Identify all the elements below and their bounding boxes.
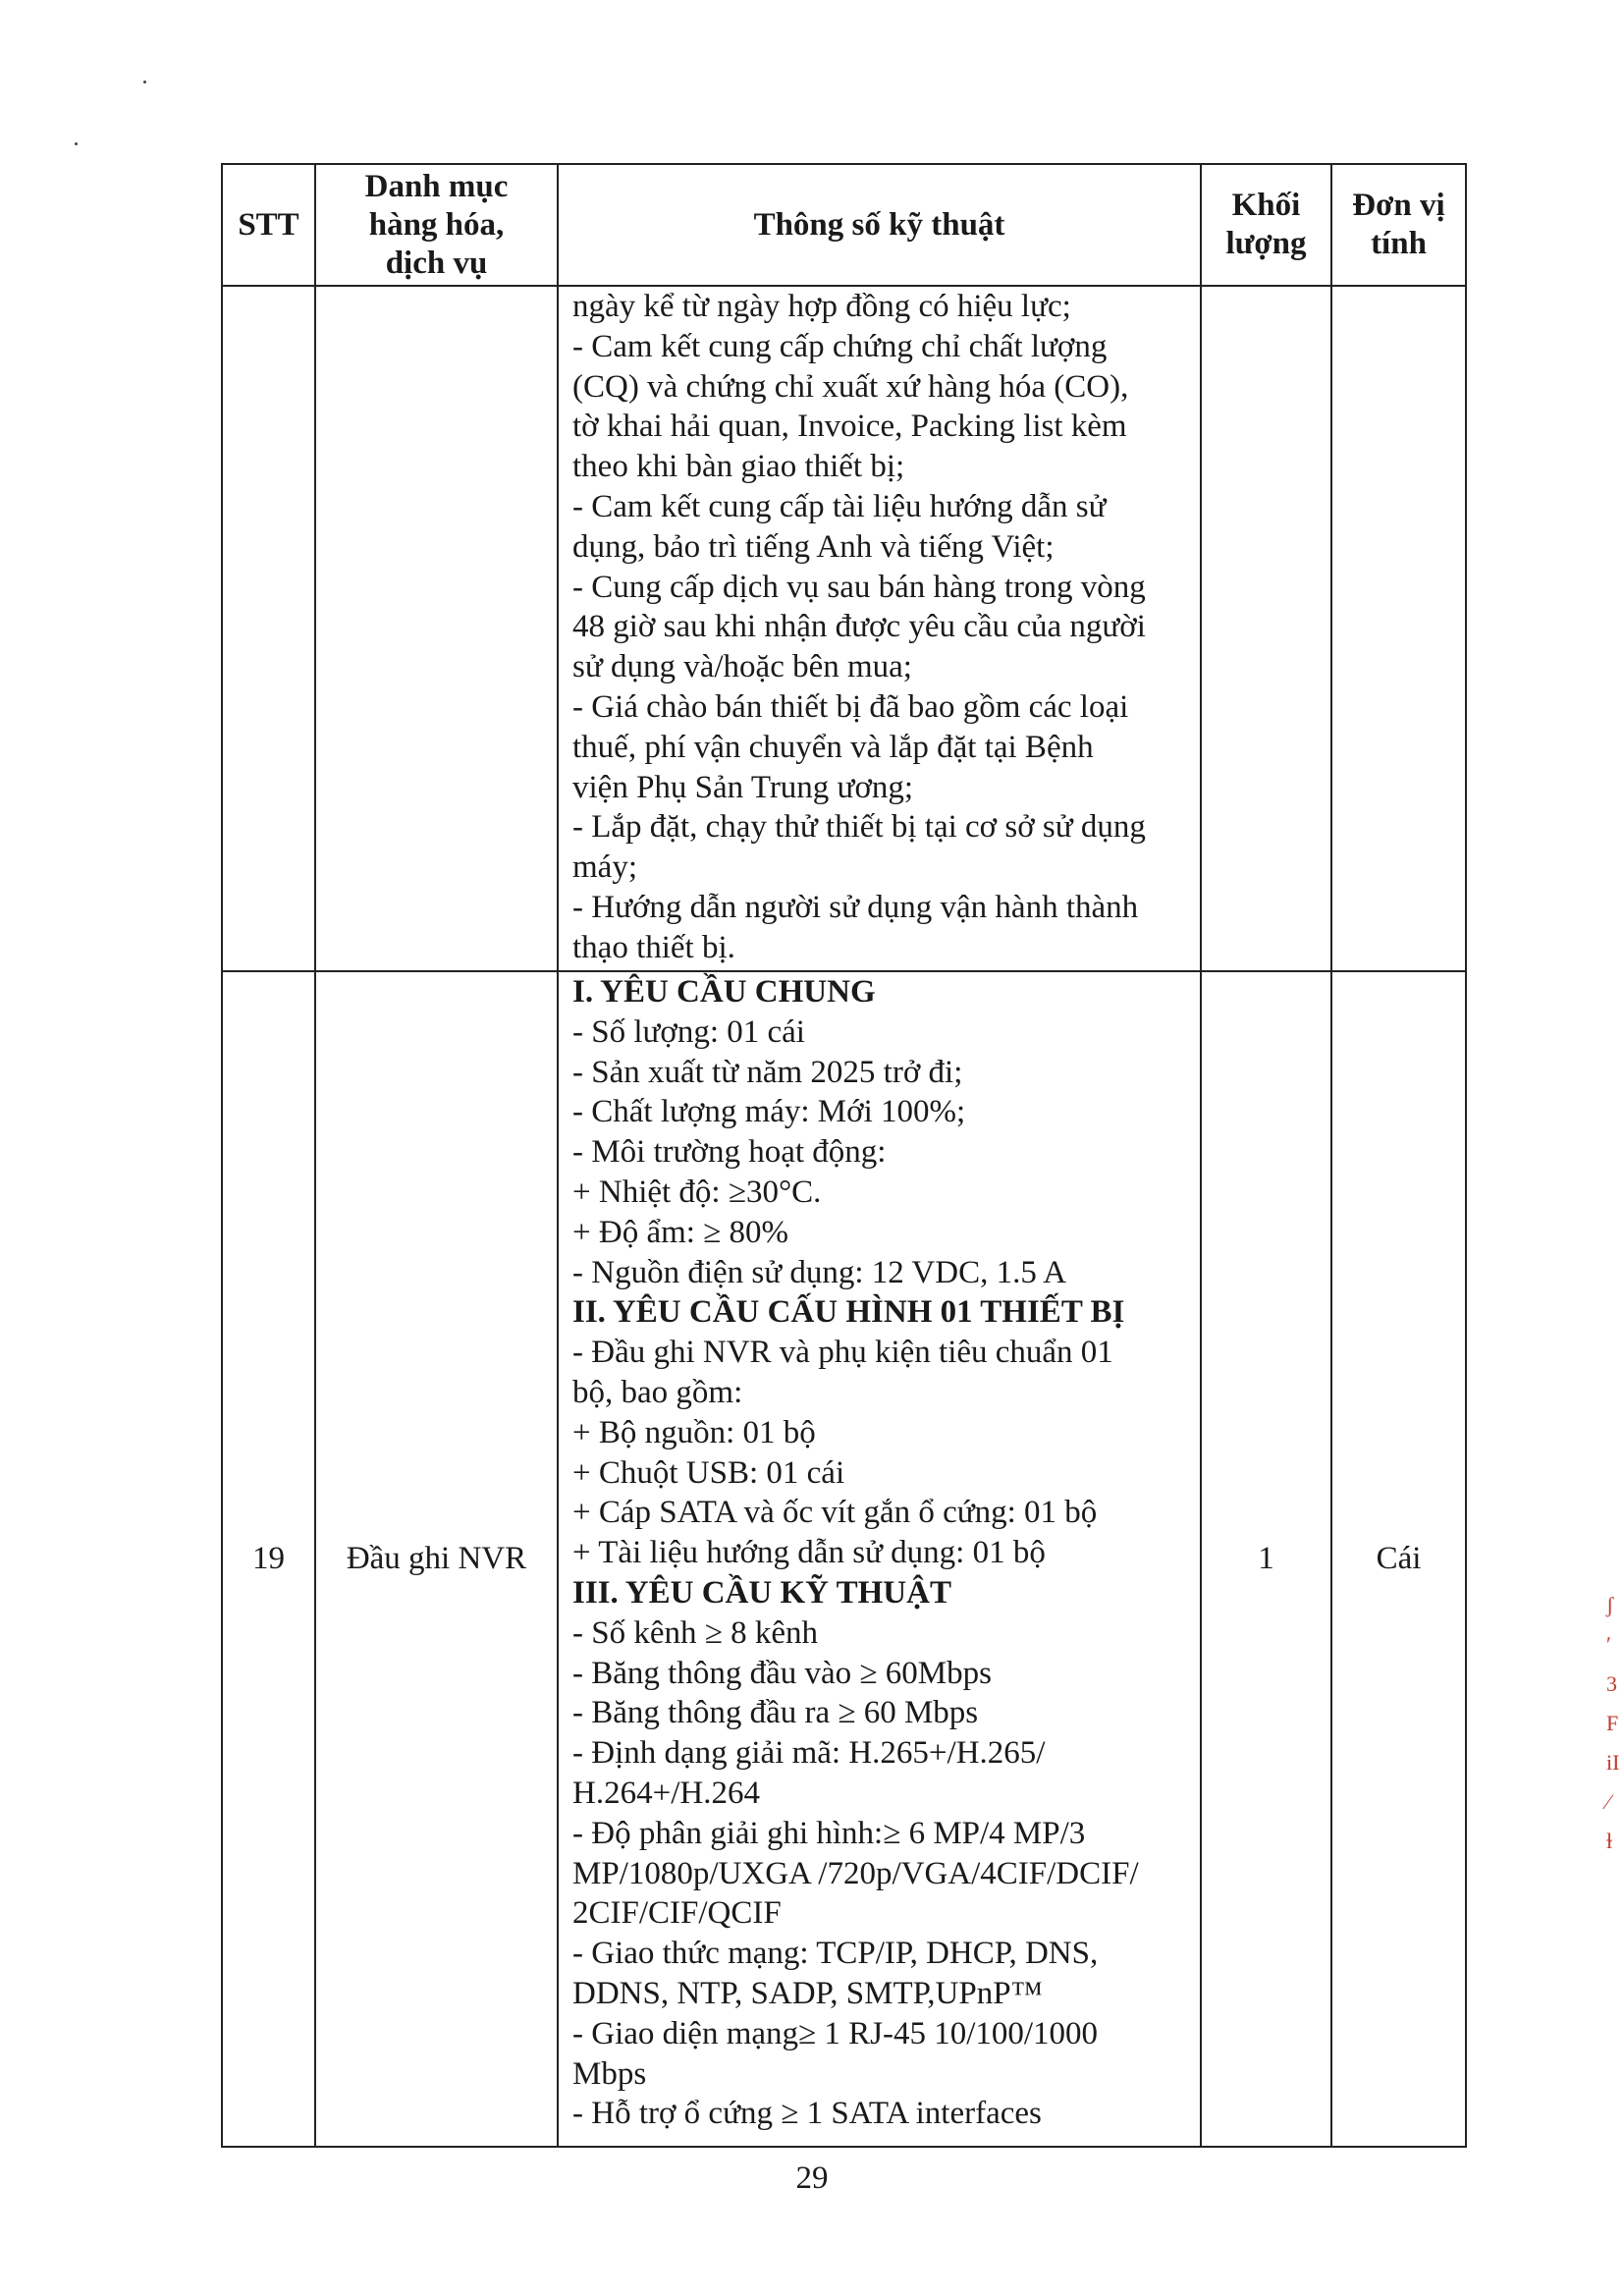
spec-line: Mbps	[572, 2055, 647, 2092]
spec-line: - Sản xuất từ năm 2025 trở đi;	[572, 1054, 963, 1090]
spec-line: - Cam kết cung cấp chứng chỉ chất lượng	[572, 328, 1108, 364]
cell-spec	[558, 286, 1201, 971]
spec-line: thạo thiết bị.	[572, 929, 735, 965]
spec-line: - Hướng dẫn người sử dụng vận hành thành	[572, 889, 1139, 925]
cell-quantity	[1201, 286, 1331, 971]
spec-line: sử dụng và/hoặc bên mua;	[572, 649, 912, 685]
spec-table	[221, 163, 1467, 2148]
spec-line: bộ, bao gồm:	[572, 1374, 743, 1410]
spec-line: + Cáp SATA và ốc vít gắn ổ cứng: 01 bộ	[572, 1495, 1098, 1531]
header-quantity-line: lượng	[1225, 226, 1307, 261]
stamp-mark: ɫ	[1606, 1829, 1613, 1853]
spec-line: - Giao thức mạng: TCP/IP, DHCP, DNS,	[572, 1936, 1099, 1972]
spec-line: DDNS, NTP, SADP, SMTP,UPnP™	[572, 1975, 1043, 2011]
table-row	[222, 971, 1466, 2147]
header-stt: STT	[222, 164, 315, 286]
spec-section-heading: II. YÊU CẦU CẤU HÌNH 01 THIẾT BỊ	[572, 1294, 1125, 1331]
cell-item-name	[315, 286, 558, 971]
cell-quantity: 1	[1201, 971, 1331, 2147]
stamp-mark: 3	[1606, 1671, 1617, 1696]
spec-line: - Cung cấp dịch vụ sau bán hàng trong vòng	[572, 569, 1146, 605]
stamp-edge-fragment	[1606, 1586, 1624, 1861]
spec-line: - Cam kết cung cấp tài liệu hướng dẫn sử	[572, 488, 1107, 524]
cell-stt: 19	[222, 971, 315, 2147]
header-item-name-line: dịch vụ	[385, 245, 488, 281]
spec-line: - Băng thông đầu vào ≥ 60Mbps	[572, 1655, 992, 1691]
spec-line: - Băng thông đầu ra ≥ 60 Mbps	[572, 1695, 979, 1731]
stamp-mark: ʹ	[1606, 1632, 1611, 1657]
spec-section-heading: I. YÊU CẦU CHUNG	[572, 974, 876, 1010]
spec-line: - Đầu ghi NVR và phụ kiện tiêu chuẩn 01	[572, 1335, 1113, 1371]
spec-line: thuế, phí vận chuyển và lắp đặt tại Bệnh	[572, 729, 1094, 765]
spec-line: máy;	[572, 849, 637, 886]
spec-line: MP/1080p/UXGA /720p/VGA/4CIF/DCIF/	[572, 1855, 1139, 1891]
spec-line: + Tài liệu hướng dẫn sử dụng: 01 bộ	[572, 1535, 1046, 1571]
header-item-name-line: hàng hóa,	[368, 206, 505, 243]
spec-line: viện Phụ Sản Trung ương;	[572, 769, 914, 805]
stamp-mark: iI	[1606, 1750, 1620, 1775]
spec-line: - Chất lượng máy: Mới 100%;	[572, 1094, 966, 1130]
table-row	[222, 286, 1466, 971]
spec-line: - Lắp đặt, chạy thử thiết bị tại cơ sở sử dụng	[572, 809, 1146, 846]
spec-line: tờ khai hải quan, Invoice, Packing list kèm	[572, 409, 1127, 445]
cell-spec	[558, 971, 1201, 2147]
page-number: 29	[795, 2160, 829, 2196]
spec-line: - Nguồn điện sử dụng: 12 VDC, 1.5 A	[572, 1254, 1067, 1290]
spec-section-heading: III. YÊU CẦU KỸ THUẬT	[572, 1574, 951, 1611]
spec-line: - Số lượng: 01 cái	[572, 1013, 805, 1050]
cell-unit: Cái	[1331, 971, 1466, 2147]
header-unit-line: Đơn vị	[1352, 188, 1445, 223]
header-quantity	[1201, 164, 1331, 286]
spec-line: + Bộ nguồn: 01 bộ	[572, 1414, 816, 1450]
spec-line: 2CIF/CIF/QCIF	[572, 1895, 782, 1932]
header-item-name	[315, 164, 558, 286]
scan-speck	[143, 81, 146, 83]
spec-line: - Giá chào bán thiết bị đã bao gồm các loại	[572, 688, 1129, 725]
spec-line: (CQ) và chứng chỉ xuất xứ hàng hóa (CO),	[572, 368, 1129, 405]
spec-line: - Giao diện mạng≥ 1 RJ-45 10/100/1000	[572, 2015, 1099, 2051]
spec-line: + Nhiệt độ: ≥30°C.	[572, 1174, 822, 1210]
spec-line: 48 giờ sau khi nhận được yêu cầu của người	[572, 609, 1146, 645]
header-item-name-line: Danh mục	[364, 168, 509, 204]
spec-line: - Định dạng giải mã: H.265+/H.265/	[572, 1735, 1046, 1772]
spec-lines	[572, 972, 1184, 2134]
stamp-mark: ʃ	[1606, 1593, 1614, 1617]
spec-line: ngày kể từ ngày hợp đồng có hiệu lực;	[572, 289, 1071, 324]
cell-item-name: Đầu ghi NVR	[315, 971, 558, 2147]
scan-speck	[75, 142, 78, 145]
cell-stt	[222, 286, 315, 971]
stamp-mark: ∕	[1606, 1789, 1610, 1814]
stamp-mark: F	[1606, 1711, 1619, 1735]
spec-line: - Hỗ trợ ổ cứng ≥ 1 SATA interfaces	[572, 2096, 1042, 2132]
spec-line: - Môi trường hoạt động:	[572, 1134, 887, 1171]
header-quantity-line: Khối	[1231, 188, 1301, 223]
spec-line: + Chuột USB: 01 cái	[572, 1454, 845, 1491]
cell-unit	[1331, 286, 1466, 971]
spec-line: + Độ ẩm: ≥ 80%	[572, 1214, 789, 1250]
header-spec: Thông số kỹ thuật	[558, 164, 1201, 286]
header-row	[222, 164, 1466, 286]
spec-line: theo khi bàn giao thiết bị;	[572, 449, 905, 485]
header-unit	[1331, 164, 1466, 286]
spec-line: dụng, bảo trì tiếng Anh và tiếng Việt;	[572, 528, 1055, 565]
spec-line: H.264+/H.264	[572, 1775, 760, 1811]
header-unit-line: tính	[1371, 226, 1427, 261]
spec-line: - Số kênh ≥ 8 kênh	[572, 1614, 818, 1651]
spec-lines	[572, 287, 1184, 968]
spec-line: - Độ phân giải ghi hình:≥ 6 MP/4 MP/3	[572, 1815, 1086, 1851]
